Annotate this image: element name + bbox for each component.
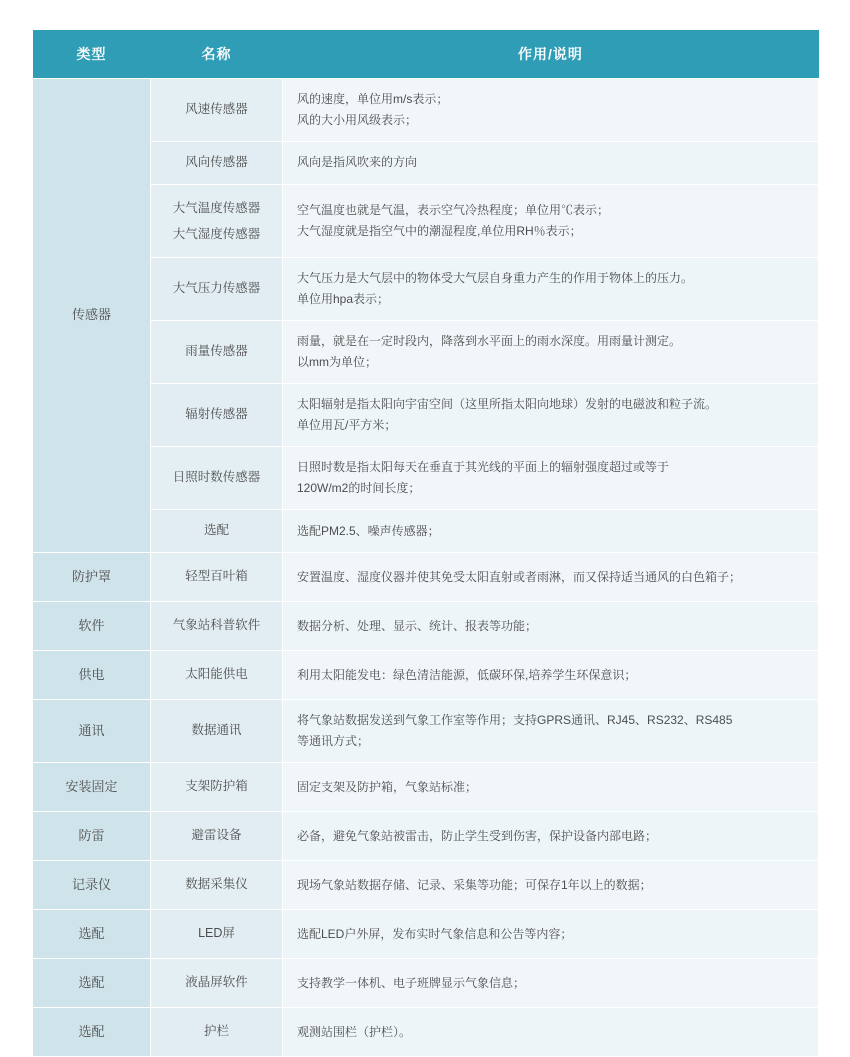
cell-description (283, 651, 819, 700)
cell-name: 日照时数传感器 (151, 447, 283, 510)
cell-description (283, 142, 819, 185)
cell-description-line: 以mm为单位； (297, 355, 377, 370)
cell-name: 太阳能供电 (151, 651, 283, 700)
table-row (33, 321, 819, 384)
cell-description (283, 1008, 819, 1057)
table-row (33, 184, 819, 258)
cell-name-line: 大气湿度传感器 (172, 227, 261, 242)
column-header-type: 类型 (33, 30, 151, 79)
cell-description-line: 等通讯方式； (297, 734, 370, 749)
cell-type: 通讯 (33, 700, 151, 763)
column-header-name: 名称 (151, 30, 283, 79)
cell-description-line: 空气温度也就是气温，表示空气冷热程度；单位用℃表示； (297, 203, 610, 218)
cell-description-line: 选配PM2.5、噪声传感器； (297, 523, 440, 538)
cell-description (283, 553, 819, 602)
cell-description (283, 861, 819, 910)
cell-description-line: 单位用hpa表示； (297, 292, 390, 307)
cell-type: 选配 (33, 1008, 151, 1057)
table-row (33, 79, 819, 142)
cell-description-line: 观测站围栏（护栏）。 (297, 1024, 412, 1039)
cell-description (283, 510, 819, 553)
table-row (33, 763, 819, 812)
column-header-description: 作用/说明 (283, 30, 819, 79)
cell-description-line: 必备，避免气象站被雷击，防止学生受到伤害，保护设备内部电路； (297, 828, 658, 843)
table-body (33, 79, 819, 1057)
cell-type: 防护罩 (33, 553, 151, 602)
cell-description-line: 日照时数是指太阳每天在垂直于其光线的平面上的辐射强度超过或等于 (297, 460, 670, 475)
table-row (33, 700, 819, 763)
table-row (33, 959, 819, 1008)
cell-description-line: 大气压力是大气层中的物体受大气层自身重力产生的作用于物体上的压力。 (297, 271, 694, 286)
cell-description (283, 700, 819, 763)
cell-name: 风向传感器 (151, 142, 283, 185)
table-row (33, 812, 819, 861)
table-row (33, 861, 819, 910)
cell-type: 安装固定 (33, 763, 151, 812)
cell-description-line: 支持教学一体机、电子班牌显示气象信息； (297, 975, 526, 990)
table-header-row (33, 30, 819, 79)
cell-description (283, 79, 819, 142)
cell-description-line: 现场气象站数据存储、记录、采集等功能；可保存1年以上的数据； (297, 877, 652, 892)
cell-description-line: 风的大小用风级表示； (297, 113, 418, 127)
cell-type: 记录仪 (33, 861, 151, 910)
table-row (33, 651, 819, 700)
cell-type: 选配 (33, 910, 151, 959)
cell-name (151, 184, 283, 258)
table-row (33, 384, 819, 447)
cell-name: 数据通讯 (151, 700, 283, 763)
cell-description (283, 384, 819, 447)
table-row (33, 142, 819, 185)
table-header (33, 30, 819, 79)
cell-description (283, 959, 819, 1008)
cell-name: 大气压力传感器 (151, 258, 283, 321)
cell-name: 风速传感器 (151, 79, 283, 142)
cell-description (283, 447, 819, 510)
cell-description-line: 120W/m2的时间长度； (297, 481, 421, 496)
cell-type: 传感器 (33, 79, 151, 553)
cell-description-line: 风的速度，单位用m/s表示； (297, 92, 449, 106)
cell-description-line: 利用太阳能发电：绿色清洁能源，低碳环保,培养学生环保意识； (297, 667, 637, 682)
table-row (33, 258, 819, 321)
cell-description-line: 太阳辐射是指太阳向宇宙空间（这里所指太阳向地球）发射的电磁波和粒子流。 (297, 397, 718, 412)
table-row (33, 510, 819, 553)
cell-name: LED屏 (151, 910, 283, 959)
cell-description-line: 雨量，就是在一定时段内，降落到水平面上的雨水深度。用雨量计测定。 (297, 334, 682, 349)
cell-name: 支架防护箱 (151, 763, 283, 812)
table-row (33, 447, 819, 510)
cell-description-line: 数据分析、处理、显示、统计、报表等功能； (297, 618, 538, 633)
table-row (33, 553, 819, 602)
cell-name: 选配 (151, 510, 283, 553)
cell-name: 辐射传感器 (151, 384, 283, 447)
cell-description-line: 选配LED户外屏，发布实时气象信息和公告等内容； (297, 926, 573, 941)
cell-name: 数据采集仪 (151, 861, 283, 910)
cell-description (283, 910, 819, 959)
cell-type: 供电 (33, 651, 151, 700)
cell-name: 轻型百叶箱 (151, 553, 283, 602)
table-row (33, 910, 819, 959)
cell-type: 选配 (33, 959, 151, 1008)
cell-description (283, 321, 819, 384)
cell-description-line: 风向是指风吹来的方向 (297, 155, 418, 170)
cell-type: 软件 (33, 602, 151, 651)
cell-name: 液晶屏软件 (151, 959, 283, 1008)
cell-description-line: 固定支架及防护箱，气象站标准； (297, 779, 478, 794)
cell-name: 雨量传感器 (151, 321, 283, 384)
cell-description-line: 将气象站数据发送到气象工作室等作用；支持GPRS通讯、RJ45、RS232、RS485 (297, 713, 733, 728)
cell-description-line: 大气湿度就是指空气中的潮湿程度,单位用RH％表示； (297, 224, 582, 239)
cell-type: 防雷 (33, 812, 151, 861)
cell-name: 护栏 (151, 1008, 283, 1057)
cell-description-line: 安置温度、湿度仪器并使其免受太阳直射或者雨淋，而又保持适当通风的白色箱子； (297, 569, 742, 584)
cell-name-line: 大气温度传感器 (172, 200, 261, 215)
cell-description (283, 258, 819, 321)
cell-description (283, 602, 819, 651)
cell-name: 气象站科普软件 (151, 602, 283, 651)
table-row (33, 1008, 819, 1057)
cell-description-line: 单位用瓦/平方米； (297, 418, 397, 433)
cell-name: 避雷设备 (151, 812, 283, 861)
cell-description (283, 184, 819, 258)
cell-description (283, 812, 819, 861)
cell-description (283, 763, 819, 812)
table-row (33, 602, 819, 651)
specification-table (32, 30, 819, 1057)
